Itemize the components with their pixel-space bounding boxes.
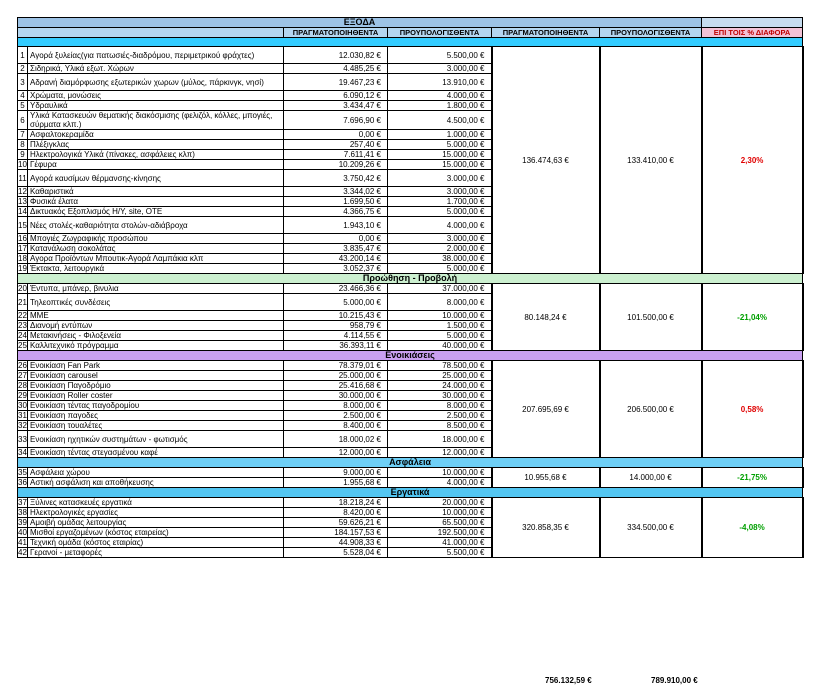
section-total-actual: 320.858,35 € bbox=[492, 498, 600, 558]
table-row bbox=[18, 47, 803, 64]
row-number: 1 bbox=[18, 47, 28, 64]
row-budget: 5.500,00 € bbox=[388, 548, 492, 558]
row-actual: 0,00 € bbox=[284, 130, 388, 140]
col-header-budget: ΠΡΟΥΠΟΛΟΓΙΣΘΕΝΤΑ bbox=[388, 28, 492, 38]
row-budget: 4.500,00 € bbox=[388, 111, 492, 130]
row-actual: 3.835,47 € bbox=[284, 244, 388, 254]
row-actual: 59.626,21 € bbox=[284, 518, 388, 528]
row-number: 8 bbox=[18, 140, 28, 150]
row-actual: 1.699,50 € bbox=[284, 197, 388, 207]
row-description: Σιδηρικά, Υλικά εξωτ. Χώρων bbox=[28, 64, 284, 74]
row-number: 34 bbox=[18, 448, 27, 457]
row-budget: 8.000,00 € bbox=[388, 401, 492, 411]
row-number: 25 bbox=[18, 341, 27, 350]
col-header-actual-total: ΠΡΑΓΜΑΤΟΠΟΙΗΘΕΝΤΑ bbox=[492, 28, 600, 38]
col-header-budget-total: ΠΡΟΥΠΟΛΟΓΙΣΘΕΝΤΑ bbox=[600, 28, 702, 38]
row-budget: 4.000,00 € bbox=[388, 217, 492, 234]
row-budget: 37.000,00 € bbox=[388, 284, 492, 294]
row-actual: 8.400,00 € bbox=[284, 421, 388, 431]
row-actual: 3.434,47 € bbox=[284, 101, 388, 111]
row-description: Κατανάλωση σοκολάτας bbox=[28, 244, 284, 254]
row-number: 29 bbox=[18, 391, 27, 400]
row-actual: 2.500,00 € bbox=[284, 411, 388, 421]
row-description: Ενοικίαση παγοδες bbox=[28, 411, 284, 421]
row-budget: 1.500,00 € bbox=[388, 321, 492, 331]
row-actual: 12.000,00 € bbox=[284, 448, 388, 458]
cyan-separator bbox=[18, 38, 803, 47]
row-number: 19 bbox=[18, 264, 27, 273]
row-budget: 40.000,00 € bbox=[388, 341, 492, 351]
row-budget: 8.000,00 € bbox=[388, 294, 492, 311]
row-number: 33 bbox=[18, 431, 28, 448]
row-actual: 36.393,11 € bbox=[284, 341, 388, 351]
row-description: Ενοικίαση carousel bbox=[28, 371, 284, 381]
row-actual: 6.090,12 € bbox=[284, 91, 388, 101]
row-actual: 184.157,53 € bbox=[284, 528, 388, 538]
row-budget: 192.500,00 € bbox=[388, 528, 492, 538]
row-budget: 15.000,00 € bbox=[388, 160, 492, 170]
grand-total-budget: 789.910,00 € bbox=[651, 676, 698, 685]
row-budget: 3.000,00 € bbox=[388, 234, 492, 244]
row-actual: 3.344,02 € bbox=[284, 187, 388, 197]
row-actual: 5.528,04 € bbox=[284, 548, 388, 558]
expenses-table bbox=[17, 17, 804, 558]
row-number: 13 bbox=[18, 197, 27, 206]
row-actual: 0,00 € bbox=[284, 234, 388, 244]
row-number: 32 bbox=[18, 421, 27, 430]
row-budget: 5.500,00 € bbox=[388, 47, 492, 64]
row-description: Υλικά Κατασκευών θεματικής διακόσμισης (φελιζόλ, κόλλες, μπογιές, σύρματα κλπ.) bbox=[28, 111, 284, 130]
row-description: Ενοικίαση τέντας στεγασμένου καφέ bbox=[28, 448, 284, 458]
row-description: Ασφάλεια χώρου bbox=[28, 468, 284, 478]
row-budget: 4.000,00 € bbox=[388, 478, 492, 488]
title-right-cell bbox=[702, 18, 803, 28]
row-description: Καθαριστικά bbox=[28, 187, 284, 197]
row-description: Ηλεκτρολογικές εργασίες bbox=[28, 508, 284, 518]
row-description: Αγορά καυσίμων θέρμανσης-κίνησης bbox=[28, 170, 284, 187]
row-description: Αμοιβή ομάδας λειτουργίας bbox=[28, 518, 284, 528]
row-budget: 78.500,00 € bbox=[388, 361, 492, 371]
table-title: ΕΞΟΔΑ bbox=[18, 18, 702, 28]
row-budget: 1.700,00 € bbox=[388, 197, 492, 207]
row-description: Διανομή εντύπων bbox=[28, 321, 284, 331]
row-number: 40 bbox=[18, 528, 27, 537]
row-description: Χρώματα, μονώσεις bbox=[28, 91, 284, 101]
row-number: 3 bbox=[18, 74, 28, 91]
row-description: Ξύλινες κατασκευές εργατικά bbox=[28, 498, 284, 508]
section-title: Προώθηση - Προβολή bbox=[18, 274, 803, 284]
row-description: Ηλεκτρολογικά Υλικά (πίνακες, ασφάλειες κλπ) bbox=[28, 150, 284, 160]
row-description: Φυσικά έλατα bbox=[28, 197, 284, 207]
section-total-budget: 206.500,00 € bbox=[600, 361, 702, 458]
row-budget: 3.000,00 € bbox=[388, 64, 492, 74]
row-actual: 4.485,25 € bbox=[284, 64, 388, 74]
row-number: 26 bbox=[18, 361, 27, 370]
column-header-row bbox=[18, 28, 803, 38]
row-description: Ενοικίαση Fan Park bbox=[28, 361, 284, 371]
section-diff-percent: -4,08% bbox=[702, 498, 803, 558]
row-number: 37 bbox=[18, 498, 27, 507]
row-actual: 3.052,37 € bbox=[284, 264, 388, 274]
section-diff-percent: -21,75% bbox=[702, 468, 803, 488]
row-budget: 24.000,00 € bbox=[388, 381, 492, 391]
row-budget: 12.000,00 € bbox=[388, 448, 492, 458]
row-actual: 4.366,75 € bbox=[284, 207, 388, 217]
row-description: Ενοικίαση τέντας παγοδρομίου bbox=[28, 401, 284, 411]
grand-total-actual: 756.132,59 € bbox=[545, 676, 592, 685]
row-budget: 8.500,00 € bbox=[388, 421, 492, 431]
row-number: 31 bbox=[18, 411, 27, 420]
row-actual: 7.611,41 € bbox=[284, 150, 388, 160]
row-budget: 2.000,00 € bbox=[388, 244, 492, 254]
row-description: Ασφαλτοκεραμίδα bbox=[28, 130, 284, 140]
section-total-actual: 80.148,24 € bbox=[492, 284, 600, 351]
row-budget: 18.000,00 € bbox=[388, 431, 492, 448]
row-description: Τηλεοπτικές συνδέσεις bbox=[28, 294, 284, 311]
row-actual: 78.379,01 € bbox=[284, 361, 388, 371]
row-number: 27 bbox=[18, 371, 27, 380]
row-actual: 257,40 € bbox=[284, 140, 388, 150]
row-number: 9 bbox=[18, 150, 28, 160]
row-description: Αστική ασφάλιση και αποθήκευσης bbox=[28, 478, 284, 488]
row-description: Ενοικίαση Roller coster bbox=[28, 391, 284, 401]
section-title: Εργατικά bbox=[18, 488, 803, 498]
row-budget: 13.910,00 € bbox=[388, 74, 492, 91]
row-number: 17 bbox=[18, 244, 27, 253]
row-budget: 15.000,00 € bbox=[388, 150, 492, 160]
row-number: 42 bbox=[18, 548, 27, 557]
section-header-row bbox=[18, 274, 803, 284]
section-diff-percent: -21,04% bbox=[702, 284, 803, 351]
row-budget: 30.000,00 € bbox=[388, 391, 492, 401]
row-actual: 4.114,55 € bbox=[284, 331, 388, 341]
row-description: Ενοικίαση τουαλέτες bbox=[28, 421, 284, 431]
row-number: 18 bbox=[18, 254, 27, 263]
row-actual: 12.030,82 € bbox=[284, 47, 388, 64]
row-number: 36 bbox=[18, 478, 27, 487]
row-number: 39 bbox=[18, 518, 27, 527]
row-budget: 25.000,00 € bbox=[388, 371, 492, 381]
row-description: Υδραυλικά bbox=[28, 101, 284, 111]
row-actual: 25.000,00 € bbox=[284, 371, 388, 381]
row-description: Τεχνική ομάδα (κόστος εταιρίας) bbox=[28, 538, 284, 548]
row-number: 38 bbox=[18, 508, 27, 517]
row-description: Μπογιές Ζωγραφικής προσώπου bbox=[28, 234, 284, 244]
row-description: Ενοικίαση ηχητικών συστημάτων - φωτισμός bbox=[28, 431, 284, 448]
row-description: ΜΜΕ bbox=[28, 311, 284, 321]
row-number: 21 bbox=[18, 294, 28, 311]
row-budget: 2.500,00 € bbox=[388, 411, 492, 421]
row-budget: 1.000,00 € bbox=[388, 130, 492, 140]
section-total-actual: 136.474,63 € bbox=[492, 47, 600, 274]
section-total-budget: 133.410,00 € bbox=[600, 47, 702, 274]
row-description: Έκτακτα, λειτουργικά bbox=[28, 264, 284, 274]
section-title: Ασφάλεια bbox=[18, 458, 803, 468]
col-header-diff: ΕΠΙ ΤΟΙΣ % ΔΙΑΦΟΡΑ bbox=[702, 28, 803, 38]
row-actual: 8.000,00 € bbox=[284, 401, 388, 411]
row-number: 11 bbox=[18, 170, 28, 187]
row-description: Αγορα Προϊόντων Μπουτικ-Αγορά Λαμπάκια κλπ bbox=[28, 254, 284, 264]
row-number: 16 bbox=[18, 234, 27, 243]
row-actual: 44.908,33 € bbox=[284, 538, 388, 548]
row-description: Μισθοί εργαζομένων (κόστος εταιρείας) bbox=[28, 528, 284, 538]
table-row bbox=[18, 498, 803, 508]
section-diff-percent: 2,30% bbox=[702, 47, 803, 274]
row-description: Μετακινήσεις - Φιλοξενεία bbox=[28, 331, 284, 341]
row-actual: 7.696,90 € bbox=[284, 111, 388, 130]
row-budget: 3.000,00 € bbox=[388, 187, 492, 197]
row-number: 20 bbox=[18, 284, 27, 293]
table-row bbox=[18, 284, 803, 294]
row-actual: 3.750,42 € bbox=[284, 170, 388, 187]
section-total-actual: 207.695,69 € bbox=[492, 361, 600, 458]
row-actual: 43.200,14 € bbox=[284, 254, 388, 264]
row-actual: 25.416,68 € bbox=[284, 381, 388, 391]
table-row bbox=[18, 361, 803, 371]
row-budget: 20.000,00 € bbox=[388, 498, 492, 508]
row-number: 2 bbox=[18, 64, 28, 74]
section-total-budget: 101.500,00 € bbox=[600, 284, 702, 351]
row-number: 5 bbox=[18, 101, 28, 111]
row-number: 23 bbox=[18, 321, 27, 330]
row-budget: 38.000,00 € bbox=[388, 254, 492, 264]
section-header-row bbox=[18, 488, 803, 498]
row-description: Γέφυρα bbox=[28, 160, 284, 170]
row-budget: 1.800,00 € bbox=[388, 101, 492, 111]
row-number: 35 bbox=[18, 468, 27, 477]
row-actual: 30.000,00 € bbox=[284, 391, 388, 401]
row-budget: 10.000,00 € bbox=[388, 468, 492, 478]
row-number: 10 bbox=[18, 160, 27, 169]
row-actual: 23.466,36 € bbox=[284, 284, 388, 294]
row-number: 24 bbox=[18, 331, 27, 340]
row-budget: 3.000,00 € bbox=[388, 170, 492, 187]
row-number: 12 bbox=[18, 187, 27, 196]
row-actual: 958,79 € bbox=[284, 321, 388, 331]
cyan-bar-cell bbox=[18, 38, 803, 47]
row-budget: 65.500,00 € bbox=[388, 518, 492, 528]
row-budget: 10.000,00 € bbox=[388, 508, 492, 518]
row-budget: 41.000,00 € bbox=[388, 538, 492, 548]
row-budget: 5.000,00 € bbox=[388, 207, 492, 217]
row-budget: 4.000,00 € bbox=[388, 91, 492, 101]
row-description: Αδρανή διαμόρφωσης εξωτερικών χωρων (μύλος, πάρκινγκ, νησί) bbox=[28, 74, 284, 91]
row-actual: 19.467,23 € bbox=[284, 74, 388, 91]
section-diff-percent: 0,58% bbox=[702, 361, 803, 458]
row-number: 7 bbox=[18, 130, 28, 140]
row-actual: 9.000,00 € bbox=[284, 468, 388, 478]
row-actual: 1.955,68 € bbox=[284, 478, 388, 488]
row-description: Δικτυακός Εξοπλισμός Η/Υ, site, ΟΤΕ bbox=[28, 207, 284, 217]
row-description: Έντυπα, μπάνερ, βινυλια bbox=[28, 284, 284, 294]
row-description: Ενοικίαση Παγοδρόμιο bbox=[28, 381, 284, 391]
row-number: 6 bbox=[18, 111, 28, 130]
row-actual: 5.000,00 € bbox=[284, 294, 388, 311]
row-number: 22 bbox=[18, 311, 27, 320]
section-total-budget: 334.500,00 € bbox=[600, 498, 702, 558]
row-description: Γερανοί - μεταφορές bbox=[28, 548, 284, 558]
row-actual: 18.218,24 € bbox=[284, 498, 388, 508]
row-number: 41 bbox=[18, 538, 27, 547]
row-actual: 1.943,10 € bbox=[284, 217, 388, 234]
section-total-actual: 10.955,68 € bbox=[492, 468, 600, 488]
row-description: Νέες στολές-καθαριότητα στολών-αδιάβροχα bbox=[28, 217, 284, 234]
row-actual: 10.209,26 € bbox=[284, 160, 388, 170]
col-header-actual: ΠΡΑΓΜΑΤΟΠΟΙΗΘΕΝΤΑ bbox=[284, 28, 388, 38]
row-description: Πλέξιγκλας bbox=[28, 140, 284, 150]
title-row bbox=[18, 18, 803, 28]
row-number: 14 bbox=[18, 207, 27, 216]
row-budget: 5.000,00 € bbox=[388, 264, 492, 274]
section-header-row bbox=[18, 458, 803, 468]
section-title: Ενοικιάσεις bbox=[18, 351, 803, 361]
section-total-budget: 14.000,00 € bbox=[600, 468, 702, 488]
row-number: 4 bbox=[18, 91, 28, 101]
row-number: 15 bbox=[18, 217, 28, 234]
row-budget: 5.000,00 € bbox=[388, 140, 492, 150]
row-actual: 8.420,00 € bbox=[284, 508, 388, 518]
row-number: 30 bbox=[18, 401, 27, 410]
section-header-row bbox=[18, 351, 803, 361]
row-actual: 10.215,43 € bbox=[284, 311, 388, 321]
row-description: Καλλιτεχνικό πρόγραμμα bbox=[28, 341, 284, 351]
row-actual: 18.000,02 € bbox=[284, 431, 388, 448]
row-budget: 10.000,00 € bbox=[388, 311, 492, 321]
table-row bbox=[18, 468, 803, 478]
header-blank bbox=[18, 28, 284, 38]
row-budget: 5.000,00 € bbox=[388, 331, 492, 341]
row-description: Αγορά ξυλείας(για πατωσιές-διαδρόμου, περιμετρικού φράχτες) bbox=[28, 47, 284, 64]
row-number: 28 bbox=[18, 381, 27, 390]
